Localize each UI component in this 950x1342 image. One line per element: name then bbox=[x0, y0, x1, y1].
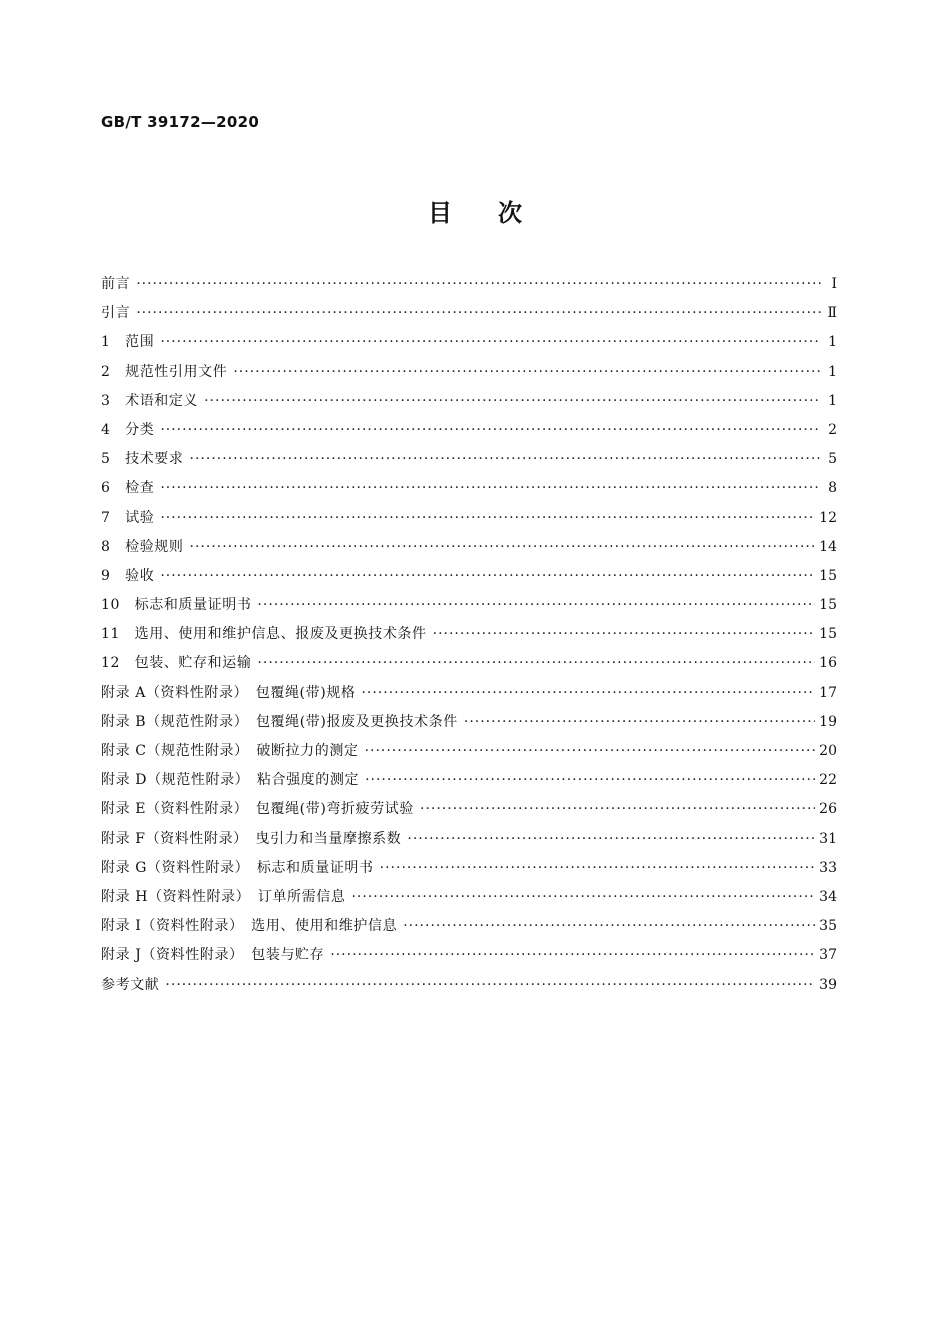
toc-entry-label: 附录 F（资料性附录） 曳引力和当量摩擦系数 bbox=[101, 830, 402, 847]
toc-entry-page: 20 bbox=[819, 743, 837, 759]
toc-entry-page: 14 bbox=[819, 538, 837, 555]
toc-entry-page: 1 bbox=[828, 363, 837, 380]
toc-leader-dots bbox=[351, 883, 815, 912]
toc-entry[interactable] bbox=[101, 358, 837, 387]
toc-entry-label: 附录 I（资料性附录） 选用、使用和维护信息 bbox=[101, 918, 398, 935]
toc-entry-label: 11 选用、使用和维护信息、报废及更换技术条件 bbox=[101, 626, 427, 643]
toc-entry-label: 附录 E（资料性附录） 包覆绳(带)弯折疲劳试验 bbox=[101, 801, 414, 818]
toc-leader-dots bbox=[433, 620, 816, 649]
toc-leader-dots bbox=[233, 358, 821, 387]
toc-leader-dots bbox=[257, 649, 815, 678]
toc-leader-dots bbox=[136, 270, 821, 299]
toc-entry-page: 17 bbox=[819, 684, 837, 701]
toc-entry-page: 37 bbox=[819, 947, 837, 964]
toc-entry[interactable] bbox=[101, 387, 837, 416]
toc-entry-label: 附录 C（规范性附录） 破断拉力的测定 bbox=[101, 743, 359, 759]
toc-leader-dots bbox=[190, 533, 816, 562]
toc-entry-label: 附录 G（资料性附录） 标志和质量证明书 bbox=[101, 859, 374, 876]
toc-leader-dots bbox=[136, 299, 821, 328]
toc-entry-label: 附录 A（资料性附录） 包覆绳(带)规格 bbox=[101, 684, 356, 701]
toc-leader-dots bbox=[380, 854, 816, 883]
toc-entry[interactable] bbox=[101, 474, 837, 503]
toc-entry-page: 5 bbox=[828, 451, 837, 468]
toc-entry[interactable] bbox=[101, 649, 837, 678]
toc-entry-page: 1 bbox=[828, 334, 837, 351]
toc-entry-label: 附录 J（资料性附录） 包装与贮存 bbox=[101, 947, 325, 964]
toc-entry[interactable] bbox=[101, 416, 837, 445]
toc-leader-dots bbox=[190, 445, 821, 474]
toc-entry[interactable] bbox=[101, 504, 837, 533]
toc-leader-dots bbox=[160, 474, 821, 503]
toc-entry-page: Ⅰ bbox=[831, 276, 837, 292]
page-title: 目次 bbox=[428, 199, 568, 227]
toc-leader-dots bbox=[160, 328, 821, 357]
toc-entry-page: 15 bbox=[819, 597, 837, 614]
toc-entry-page: 2 bbox=[828, 421, 837, 438]
toc-entry-page: 39 bbox=[819, 976, 837, 993]
toc-leader-dots bbox=[204, 387, 821, 416]
toc-entry-page: 15 bbox=[819, 626, 837, 643]
toc-entry-label: 5 技术要求 bbox=[101, 451, 184, 468]
toc-entry-page: 35 bbox=[819, 918, 837, 935]
toc-entry-page: 33 bbox=[819, 859, 837, 876]
toc-entry-label: 9 验收 bbox=[101, 567, 155, 584]
toc-entry[interactable] bbox=[101, 912, 837, 941]
toc-leader-dots bbox=[403, 912, 815, 941]
toc-leader-dots bbox=[464, 708, 815, 737]
toc-entry-label: 4 分类 bbox=[101, 421, 155, 438]
toc-entry[interactable] bbox=[101, 270, 837, 299]
toc-entry[interactable] bbox=[101, 533, 837, 562]
toc-entry[interactable] bbox=[101, 328, 837, 357]
toc-entry-label: 2 规范性引用文件 bbox=[101, 363, 228, 380]
toc-entry[interactable] bbox=[101, 737, 837, 766]
toc-entry[interactable] bbox=[101, 825, 837, 854]
toc-leader-dots bbox=[407, 825, 815, 854]
toc-leader-dots bbox=[330, 941, 815, 970]
toc-entry-page: 1 bbox=[828, 392, 837, 409]
toc-leader-dots bbox=[257, 591, 815, 620]
toc-entry[interactable] bbox=[101, 708, 837, 737]
toc-leader-dots bbox=[365, 737, 816, 766]
toc-entry[interactable] bbox=[101, 679, 837, 708]
toc-entry-page: 26 bbox=[819, 801, 837, 818]
toc-entry-label: 1 范围 bbox=[101, 334, 155, 351]
toc-entry[interactable] bbox=[101, 883, 837, 912]
toc-entry-label: 6 检查 bbox=[101, 480, 155, 497]
toc-entry[interactable] bbox=[101, 766, 837, 795]
toc-leader-dots bbox=[160, 504, 815, 533]
toc-entry[interactable] bbox=[101, 591, 837, 620]
toc-entry[interactable] bbox=[101, 299, 837, 328]
toc-entry-page: 22 bbox=[819, 772, 837, 789]
standard-number: GB/T 39172—2020 bbox=[101, 113, 260, 131]
table-of-contents bbox=[101, 270, 837, 1000]
toc-leader-dots bbox=[160, 562, 815, 591]
toc-entry[interactable] bbox=[101, 562, 837, 591]
toc-entry-label: 附录 D（规范性附录） 粘合强度的测定 bbox=[101, 772, 360, 789]
toc-leader-dots bbox=[420, 795, 815, 824]
toc-entry-label: 8 检验规则 bbox=[101, 538, 184, 555]
toc-entry-page: 12 bbox=[819, 509, 837, 526]
toc-leader-dots bbox=[361, 679, 815, 708]
toc-leader-dots bbox=[160, 416, 821, 445]
toc-entry-page: 19 bbox=[819, 713, 837, 730]
toc-entry-label: 附录 H（资料性附录） 订单所需信息 bbox=[101, 888, 346, 905]
toc-entry-label: 12 包装、贮存和运输 bbox=[101, 655, 252, 672]
toc-entry[interactable] bbox=[101, 620, 837, 649]
toc-entry-page: 15 bbox=[819, 567, 837, 584]
toc-entry-label: 10 标志和质量证明书 bbox=[101, 597, 252, 614]
toc-entry[interactable] bbox=[101, 445, 837, 474]
toc-entry-label: 附录 B（规范性附录） 包覆绳(带)报废及更换技术条件 bbox=[101, 713, 458, 730]
toc-entry[interactable] bbox=[101, 941, 837, 970]
toc-entry-page: 16 bbox=[819, 655, 837, 672]
toc-entry[interactable] bbox=[101, 795, 837, 824]
toc-entry-page: 31 bbox=[819, 830, 837, 847]
toc-leader-dots bbox=[365, 766, 815, 795]
toc-entry-page: Ⅱ bbox=[827, 305, 837, 322]
toc-leader-dots bbox=[165, 971, 815, 1000]
toc-entry[interactable] bbox=[101, 854, 837, 883]
toc-entry-page: 34 bbox=[819, 888, 837, 905]
toc-entry-label: 参考文献 bbox=[101, 976, 160, 993]
toc-entry-label: 7 试验 bbox=[101, 509, 155, 526]
toc-entry-page: 8 bbox=[828, 480, 837, 497]
toc-entry-label: 3 术语和定义 bbox=[101, 392, 199, 409]
toc-entry[interactable] bbox=[101, 971, 837, 1000]
toc-entry-label: 前言 bbox=[101, 276, 131, 292]
toc-entry-label: 引言 bbox=[101, 305, 131, 322]
